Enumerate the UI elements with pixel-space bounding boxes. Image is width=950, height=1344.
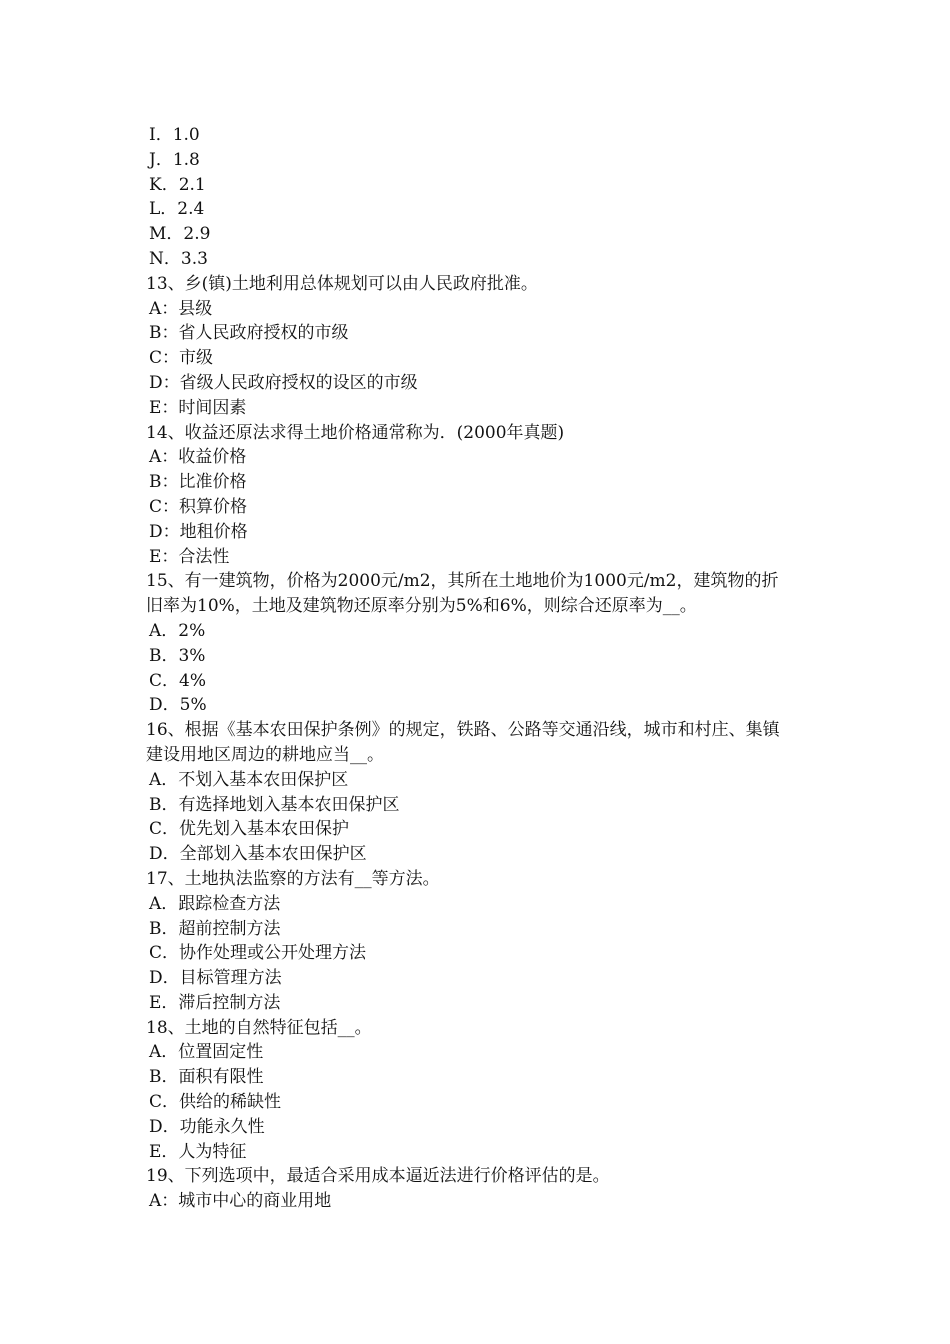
question-15: 15、有一建筑物，价格为2000元/m2，其所在土地地价为1000元/m2，建筑物的折 [146,571,779,592]
option-line: N．3.3 [149,248,208,269]
option-line: I．1.0 [149,125,200,145]
option-line: L．2.4 [149,199,205,220]
option-line: A．不划入基本农田保护区 [149,769,349,790]
question-14: 14、收益还原法求得土地价格通常称为．(2000年真题) [146,422,565,443]
question-17: 17、土地执法监察的方法有__等方法。 [146,868,440,889]
option-line: E．人为特征 [149,1141,247,1162]
option-line: B：比准价格 [149,472,247,493]
option-line: C：积算价格 [149,496,248,517]
option-line: K．2.1 [149,174,206,195]
option-line: C．供给的稀缺性 [149,1092,282,1113]
option-line: A．2% [149,620,206,641]
option-line: B．面积有限性 [149,1067,264,1088]
option-line: E：合法性 [149,546,230,567]
option-line: D．全部划入基本农田保护区 [149,844,367,865]
option-line: M．2.9 [149,224,211,245]
option-line: B．3% [149,645,206,666]
question-13: 13、乡(镇)土地利用总体规划可以由人民政府批准。 [146,273,538,294]
option-line: E．滞后控制方法 [149,992,281,1013]
option-line: D．目标管理方法 [149,968,282,989]
question-15-continued: 旧率为10%，土地及建筑物还原率分别为5%和6%，则综合还原率为__。 [146,596,697,617]
question-16: 16、根据《基本农田保护条例》的规定，铁路、公路等交通沿线，城市和村庄、集镇 [146,720,780,741]
option-line: A．位置固定性 [149,1042,264,1063]
option-line: B．有选择地划入基本农田保护区 [149,794,400,815]
option-line: C．协作处理或公开处理方法 [149,943,367,964]
option-line: E：时间因素 [149,397,247,418]
option-line: C．优先划入基本农田保护 [149,819,350,840]
option-line: C：市级 [149,348,214,369]
option-line: D．功能永久性 [149,1116,265,1137]
option-line: D．5% [149,695,207,716]
option-line: B．超前控制方法 [149,918,281,939]
option-line: A：城市中心的商业用地 [149,1191,332,1212]
question-18: 18、土地的自然特征包括__。 [146,1017,372,1038]
option-line: J．1.8 [149,149,200,170]
option-line: A：县级 [149,298,213,319]
question-16-continued: 建设用地区周边的耕地应当__。 [146,744,384,765]
option-line: C．4% [149,670,206,691]
option-line: B：省人民政府授权的市级 [149,323,349,344]
option-line: A．跟踪检查方法 [149,893,281,914]
document-body [146,123,816,1214]
option-line: D：地租价格 [149,521,248,542]
question-19: 19、下列选项中，最适合采用成本逼近法进行价格评估的是。 [146,1166,610,1187]
option-line: D：省级人民政府授权的设区的市级 [149,372,418,393]
option-line: A：收益价格 [149,447,247,468]
